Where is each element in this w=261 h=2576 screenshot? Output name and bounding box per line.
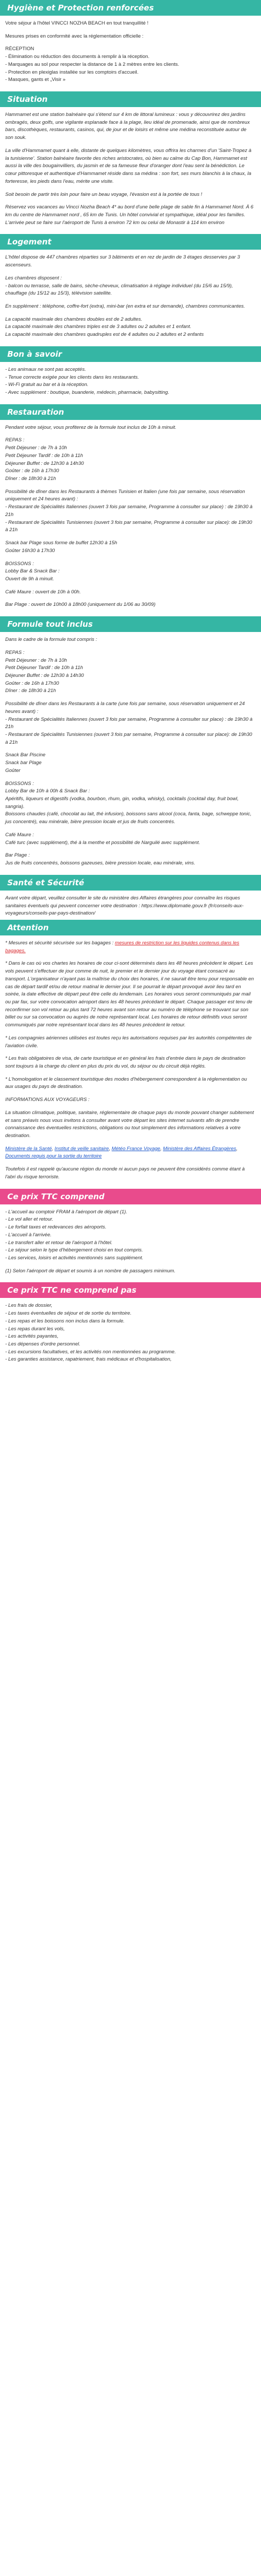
prix-comprend-line: - L'accueil à l'arrivée. — [5, 1232, 52, 1238]
prix-comprend-line: - Les services, loisirs et activités mentionnés sans supplément. — [5, 1255, 144, 1261]
section-body-prix-ne-comprend-pas — [0, 1298, 261, 1371]
logement-list — [5, 275, 256, 298]
section-title-attention: Attention — [0, 920, 261, 935]
bon-a-savoir-list — [5, 366, 256, 397]
prix-comprend-line: - Le vol aller et retour. — [5, 1216, 54, 1223]
formule-line: Goûter : de 16h à 17h30 — [5, 680, 59, 686]
restauration-bar-plage: Bar Plage : ouvert de 10h00 à 18h00 (uniquement du 1/06 au 30/09) — [5, 602, 156, 608]
prix-comprend-line: - Le forfait taxes et redevances des aéroports. — [5, 1224, 106, 1231]
situation-paragraph: La ville d'Hammamet quant à elle, distante de quelques kilomètres, vous offrira les charmes d'un 'Saint-Tropez à la tunisienne'. Station balnéaire favorite des riches aristocrates, où bien au calme du Cap Bon, Hammamet est aussi la ville des bougainvilliers, du jasmin et de sa fameuse fleur d'oranger dont l'eau sent la bénédiction. Le cœur pittoresque et authentique d'Hammamet réside dans sa médina : son fort, ses murs blanchis à la chaux, la forteresse, les pieds dans l'eau, mérite une visite. — [5, 147, 252, 184]
formule-line: Snack Bar Piscine — [5, 752, 46, 758]
attention-baggage — [5, 940, 256, 955]
formule-line: Petit Déjeuner Tardif : de 10h à 11h — [5, 665, 83, 671]
situation-paragraph: Réservez vos vacances au Vincci Nozha Beach 4* au bord d'une belle plage de sable fin à Hammamet Nord. À 6 km du centre de Hammamet nord , 65 km de Tunis. Un hôtel convivial et sympathique, idéal pour les familles. L'arrivée peut se faire sur l'aéroport de Tunis à environ 72 km ou celui de Monastir à 114 km environ — [5, 204, 254, 226]
formule-themes — [5, 700, 256, 746]
prix-comprend-note: (1) Selon l'aéroport de départ et soumis à un nombre de passagers minimum. — [5, 1268, 176, 1274]
restauration-line: - Restaurant de Spécialités Tunisiennes (ouvert 3 fois par semaine, Programme à consulter sur place): de 19h30 à 21h — [5, 519, 252, 533]
restauration-line: BOISSONS : — [5, 560, 34, 567]
restauration-themes — [5, 488, 256, 534]
prix-comprend-line: - L'accueil au comptoir FRAM à l'aéroport de départ (1). — [5, 1209, 127, 1215]
restauration-line: Déjeuner Buffet : de 12h30 à 14h30 — [5, 460, 84, 466]
restauration-line: REPAS : — [5, 437, 25, 443]
restauration-intro: Pendant votre séjour, vous profiterez de la formule tout inclus de 10h à minuit. — [5, 424, 176, 430]
formule-line: Jus de fruits concentrés, boissons gazeuses, bière pression locale, eau minérale, vins. — [5, 860, 195, 867]
section-body-attention — [0, 935, 261, 1189]
baggage-restriction-link[interactable]: mesures de restriction sur les liquides contenus dans les bagages. — [5, 940, 240, 954]
formule-line: REPAS : — [5, 649, 25, 655]
formule-line: Petit Déjeuner : de 7h à 10h — [5, 657, 67, 663]
restauration-line: Snack bar Plage sous forme de buffet 12h30 à 15h — [5, 540, 117, 546]
section-body-restauration — [0, 420, 261, 616]
attention-links — [5, 1145, 256, 1161]
prix-ne-comprend-pas-line: - Les repas et les boissons non inclus dans la formule. — [5, 1318, 125, 1324]
hygiene-measures-heading: Mesures prises en conformité avec la réglementation officielle : — [5, 33, 144, 39]
restauration-drinks — [5, 560, 256, 583]
section-body-bon-a-savoir — [0, 362, 261, 404]
formule-line: Snack bar Plage — [5, 760, 42, 766]
link-affaires-etrangeres[interactable]: Ministère des Affaires Étrangères — [163, 1145, 236, 1152]
link-meteo-france[interactable]: Météo France Voyage — [111, 1145, 160, 1152]
link-separator: , — [52, 1145, 55, 1152]
formule-bar-plage — [5, 852, 256, 867]
situation-paragraph: Hammamet est une station balnéaire qui s'étend sur 4 km de littoral lumineux : vous y découvrirez des jardins ombragés, deux golfs, une vigilante esplanade face à la plage, lieu idéal de promenade, ainsi que de nombreux bars, discothèques, restaurants, casinos, qui, de jour et de loisirs et même une médina reconstituée autour de son souk. — [5, 112, 250, 141]
section-title-prix-comprend: Ce prix TTC comprend — [0, 1189, 261, 1204]
section-body-hygiene — [0, 16, 261, 91]
logement-line: La capacité maximale des chambres triples est de 3 adultes ou 2 adultes et 1 enfant. — [5, 324, 192, 330]
formule-line: Lobby Bar de 10h à 00h & Snack Bar : — [5, 788, 90, 794]
formule-line: Apéritifs, liqueurs et digestifs (vodka, bourbon, rhum, gin, vodka, whisky), cocktails (cocktail day, fruit bowl, sangria). — [5, 796, 239, 810]
attention-baggage-text: * Mesures et sécurité sécurisée sur les bagages : — [5, 940, 115, 946]
link-ministere-sante[interactable]: Ministère de la Santé — [5, 1145, 52, 1152]
restauration-cafe: Café Maure : ouvert de 10h à 00h. — [5, 589, 81, 595]
link-separator: , — [236, 1145, 238, 1152]
link-documents-requis[interactable]: Documents requis pour la sortie du territoire — [5, 1153, 102, 1160]
logement-capacity — [5, 316, 256, 339]
restauration-line: Ouvert de 9h à minuit. — [5, 576, 54, 582]
logement-line: - balcon ou terrasse, salle de bains, sèche-cheveux, climatisation à réglage individuel (du 15/6 au 15/9), chauffage (du 15/12 au 15/3), télévision satellite. — [5, 283, 233, 297]
hygiene-line: - Élimination ou réduction des documents à remplir à la réception. — [5, 54, 150, 60]
bon-a-savoir-line: - Wi-Fi gratuit au bar et à la réception. — [5, 382, 89, 388]
prix-ne-comprend-pas-line: - Les frais de dossier, — [5, 1303, 53, 1309]
section-body-sante — [0, 891, 261, 920]
attention-paragraph: La situation climatique, politique, sanitaire, réglementaire de chaque pays du monde pouvant changer subitement et sans préavis nous vous invitons à consulter avant votre départ les sites internet suivants afin de prendre connaissance des éventuelles restrictions, obligations ou tout simplement des informations relatives à votre destination. — [5, 1109, 254, 1139]
logement-paragraph: En supplément : téléphone, coffre-fort (extra), mini-bar (en extra et sur demande), chambres communicantes. — [5, 303, 245, 309]
prix-ne-comprend-pas-line: - Les activités payantes, — [5, 1333, 58, 1340]
section-title-hygiene: Hygiène et Protection renforcées — [0, 0, 261, 16]
prix-ne-comprend-pas-line: - Les dépenses d'ordre personnel. — [5, 1341, 80, 1347]
formule-line: Bar Plage : — [5, 852, 30, 859]
link-institut-veille[interactable]: Institut de veille sanitaire — [54, 1145, 109, 1152]
logement-line: La capacité maximale des chambres doubles est de 2 adultes. — [5, 316, 143, 322]
prix-ne-comprend-pas-line: - Les repas durant les vols, — [5, 1326, 65, 1332]
sante-paragraph: Avant votre départ, veuillez consulter le site du ministère des Affaires étrangères pour connaître les risques sanitaires éventuels qui peuvent concerner votre destination : https://www.diplomatie.gouv.fr (fr/conseils-aux-voyageurs/conseils-par-pays-destination/ — [5, 895, 244, 917]
formule-line: - Restaurant de Spécialités Italiennes (ouvert 3 fois par semaine, Programme à consulter sur place) : de 19h30 à 21h — [5, 716, 253, 730]
section-body-situation — [0, 107, 261, 234]
restauration-snack — [5, 540, 256, 555]
attention-paragraph: Toutefois il est rappelé qu'aucune région du monde ni aucun pays ne peuvent être considérés comme étant à l'abri du risque terroriste. — [5, 1166, 245, 1180]
restauration-line: Petit Déjeuner : de 7h à 10h — [5, 445, 67, 451]
prix-ne-comprend-pas-list — [5, 1302, 256, 1364]
attention-paragraph: * Les compagnies aériennes utilisées est toutes reçu les autorisations requises par les autorités compétentes de l'aviation civile. — [5, 1035, 252, 1049]
formule-line: - Restaurant de Spécialités Tunisiennes (ouvert 3 fois par semaine, Programme à consulter sur place): de 19h30 à 21h — [5, 732, 252, 745]
attention-info-heading: INFORMATIONS AUX VOYAGEURS : — [5, 1097, 90, 1103]
bon-a-savoir-line: - Tenue correcte exigée pour les clients dans les restaurants. — [5, 374, 139, 380]
hygiene-line: RÉCEPTION — [5, 46, 34, 52]
section-title-prix-ne-comprend-pas: Ce prix TTC ne comprend pas — [0, 1282, 261, 1298]
logement-line: Les chambres disposent : — [5, 275, 62, 281]
restauration-line: Goûter 16h30 à 17h30 — [5, 547, 55, 554]
formule-meals — [5, 649, 256, 695]
prix-ne-comprend-pas-line: - Les garanties assistance, rapatriement, frais médicaux et d'hospitalisation, — [5, 1356, 172, 1363]
formule-line: Déjeuner Buffet : de 12h30 à 14h30 — [5, 672, 84, 678]
logement-paragraph: L'hôtel dispose de 447 chambres réparties sur 3 bâtiments et en rez de jardin de 3 étages desservies par 3 ascenseurs. — [5, 254, 240, 268]
restauration-line: Goûter : de 16h à 17h30 — [5, 468, 59, 474]
section-title-logement: Logement — [0, 234, 261, 250]
bon-a-savoir-line: - Les animaux ne sont pas acceptés. — [5, 366, 86, 372]
formule-line: Café turc (avec supplément), thé à la menthe et possibilité de Narguilé avec supplément. — [5, 839, 200, 846]
formule-cafe — [5, 832, 256, 847]
hygiene-measures-list — [5, 45, 256, 84]
prix-comprend-list — [5, 1209, 256, 1262]
bon-a-savoir-line: - Avec supplément : boutique, buanderie, médecin, pharmacie, babysitting. — [5, 390, 170, 395]
section-title-sante: Santé et Sécurité — [0, 875, 261, 891]
restauration-line: - Restaurant de Spécialités Italiennes (ouvert 3 fois par semaine, Programme à consulter sur place) : de 19h30 à 21h — [5, 504, 253, 518]
formule-line: Dîner : de 18h30 à 21h — [5, 688, 56, 694]
section-body-logement — [0, 250, 261, 346]
restauration-line: Lobby Bar & Snack Bar : — [5, 568, 60, 575]
hygiene-line: - Marquages au sol pour respecter la distance de 1 à 2 mètres entre les clients. — [5, 61, 180, 67]
restauration-meals — [5, 437, 256, 483]
formule-line: BOISSONS : — [5, 780, 34, 787]
section-title-situation: Situation — [0, 91, 261, 107]
section-title-bon-a-savoir: Bon à savoir — [0, 346, 261, 362]
link-separator: , — [160, 1145, 163, 1152]
formule-intro: Dans le cadre de la formule tout compris : — [5, 637, 97, 643]
link-separator: , — [109, 1145, 112, 1152]
restauration-line: Petit Déjeuner Tardif : de 10h à 11h — [5, 452, 83, 459]
formule-snacks — [5, 752, 256, 775]
prix-comprend-line: - Le transfert aller et retour de l'aéroport à l'hôtel. — [5, 1239, 113, 1246]
formule-line: Possibilité de dîner dans les Restaurants à la carte (une fois par semaine, sous réservation uniquement et 24 heures avant) : — [5, 701, 245, 715]
formule-line: Boissons chaudes (café, chocolat au lait, thé infusion), boissons sans alcool (coca, fanta, bage, schweppe tonic, jus concentré), eau minérale, bière pression locale et jus de fruits concentrés. — [5, 811, 252, 825]
prix-ne-comprend-pas-line: - Les taxes éventuelles de séjour et de sortie du territoire. — [5, 1310, 132, 1317]
attention-paragraph: * L'homologation et le classement touristique des modes d'hébergement correspondent à la réglementation ou aux usages du pays de destination. — [5, 1076, 247, 1090]
section-body-prix-comprend — [0, 1204, 261, 1283]
section-title-restauration: Restauration — [0, 404, 261, 420]
formule-drinks — [5, 780, 256, 826]
prix-comprend-line: - Le séjour selon le type d'hébergement choisi en tout compris. — [5, 1247, 143, 1254]
hygiene-intro: Votre séjour à l'hôtel VINCCI NOZHA BEACH en tout tranquillité ! — [5, 20, 149, 26]
hygiene-line: - Masques, gants et „Visir » — [5, 77, 66, 83]
formule-line: Café Maure : — [5, 832, 34, 838]
section-title-formule: Formule tout inclus — [0, 616, 261, 632]
attention-paragraph: * Dans le cas où vos chartes les horaires de cour ci-sont déterminés dans les 48 heures précèdent le départ. Les vols peuvent s'effectuer de jour comme de nuit, le premier et le dernier jour du voyage étant consacré au transport. L'organisateur n'ayant pas la maîtrise du choix des horaires, il ne saurait être tenu pour responsable en cas de départ tardif et/ou de retour matinal le dernier jour. Il se pourrait le départ provoqué avoir lieu tard en soirée, la date effective de départ peut être celle du lendemain. Les horaires vous seront communiqués par mail ou par fax, sur votre convocation aéroport dans les 48 heures précédant le départ. Chaque passager est tenu de reconfirmer son vol retour au plus tard 72 heures avant son retour au numéro de téléphone se trouvant sur son billet ou sur sa convocation ou auprès de notre représentant local. Les horaires de retour définitifs vous seront communiqués par notre représentant local dans les 48 heures précédent le retour. — [5, 961, 254, 1028]
formule-line: Goûter — [5, 767, 21, 774]
restauration-line: Dîner : de 18h30 à 21h — [5, 476, 56, 482]
section-body-formule — [0, 632, 261, 875]
logement-line: La capacité maximale des chambres quadruples est de 4 adultes ou 2 adultes et 2 enfants — [5, 332, 204, 338]
restauration-line: Possibilité de dîner dans les Restaurants à thèmes Tunisien et Italien (une fois par semaine, sous réservation uniquement et 24 heures avant) : — [5, 488, 245, 502]
hygiene-line: - Protection en plexiglas installée sur les comptoirs d'accueil. — [5, 69, 139, 75]
situation-paragraph: Soit besoin de partir très loin pour faire un beau voyage, l'évasion est à la portée de tous ! — [5, 191, 203, 197]
prix-ne-comprend-pas-line: - Les excursions facultatives, et les activités non mentionnées au programme. — [5, 1349, 176, 1355]
attention-paragraph: * Les frais obligatoires de visa, de carte touristique et en général les frais d'entrée dans le pays de destination sont toujours à la charge du client en plus du prix du vol, du séjour ou du circuit déjà réglés. — [5, 1056, 246, 1069]
